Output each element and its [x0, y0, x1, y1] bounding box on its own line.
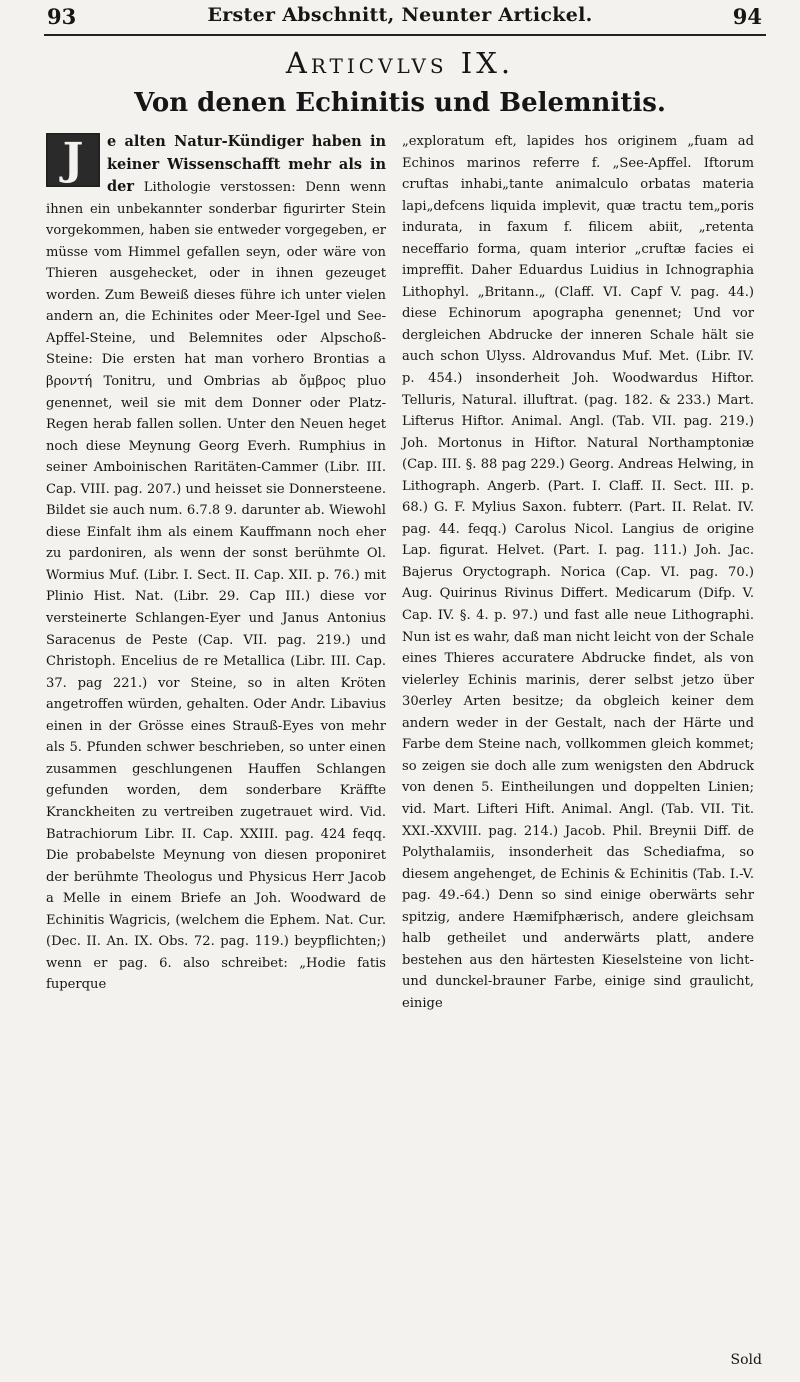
catchword: Sold: [730, 1352, 762, 1368]
article-heading: Articvlvs IX.: [285, 46, 515, 80]
drop-cap: J: [46, 133, 100, 187]
lead-text: e alten Natur-Kündiger haben in keiner Wissenschafft mehr als in der: [107, 133, 386, 196]
page-number-right: 94: [732, 4, 762, 29]
section-title: Von denen Echinitis und Belemnitis.: [134, 88, 666, 118]
right-column-text: „exploratum eft, lapides hos originem „fuam ad Echinos marinos referre f. „See-Apffel. Iftorum cruftas inhabi„tante animalculo orbatas materia lapi„defcens liquida implevit, quæ tractu tem„poris indurata, in faxum f. filicem abiit, „retenta neceffario forma, quam interior „cruftæ facies ei impreffit. Daher Eduardus Luidius in Ichnographia Lithophyl. „Britann.„ (Claff. VI. Capf V. pag. 44.) diese Echinorum apographa genennet; Und vor dergleichen Abdrucke der inneren Schale hält sie auch schon Ulyss. Aldrovandus Muf. Met. (Libr. IV. p. 454.) insonderheit Joh. Woodwardus Hiftor. Telluris, Natural. illuftrat. (pag. 182. & 233.) Mart. Lifterus Hiftor. Animal. Angl. (Tab. VII. pag. 219.) Joh. Mortonus in Hiftor. Natural Northamptoniæ (Cap. III. §. 88 pag 229.) Georg. Andreas Helwing, in Lithograph. Angerb. (Part. I. Claff. II. Sect. III. p. 68.) G. F. Mylius Saxon. fubterr. (Part. II. Relat. IV. pag. 44. feqq.) Carolus Nicol. Langius de origine Lap. figurat. Helvet. (Part. I. pag. 111.) Joh. Jac. Bajerus Oryctograph. Norica (Cap. VI. pag. 70.) Aug. Quirinus Rivinus Differt. Medicarum (Difp. V. Cap. IV. §. 4. p. 97.) und fast alle neue Lithographi. Nun ist es wahr, daß man nicht leicht von der Schale eines Thieres accuratere Abdrucke findet, als von vielerley Echinis marinis, derer selbst jetzo über 30erley Arten besitze; da obgleich keiner dem andern weder in der Gestalt, nach der Härte und Farbe dem Steine nach, vollkommen gleich kommet; so zeigen sie doch alle zum wenigsten den Abdruck von denen 5. Eintheilungen und doppelten Linien; vid. Mart. Lifteri Hift. Animal. Angl. (Tab. VII. Tit. XXI.-XXVIII. pag. 214.) Jacob. Phil. Breynii Diff. de Polythalamiis, insonderheit das Schediafma, so diesem angehenget, de Echinis & Echinitis (Tab. I.-V. pag. 49.-64.) Denn so sind einige oberwärts sehr spitzig, andere Hæmifphærisch, andere gleichsam halb getheilet und anderwärts platt, andere bestehen aus den härtesten Kieselsteine von licht- und dunckel-brauner Farbe, einige sind graulicht, einige: [402, 134, 754, 1011]
running-title: Erster Abschnitt, Neunter Artickel.: [207, 4, 593, 26]
left-column-text: Lithologie verstossen: Denn wenn ihnen ein unbekannter sonderbar figurirter Stein vorgekommen, haben sie entweder vorgegeben, er müsse vom Himmel gefallen seyn, oder wäre von Thieren ausgehecket, oder in ihnen gezeuget worden. Zum Beweiß dieses führe ich unter vielen andern an, die Echinites oder Meer-Igel und See-Apffel-Steine, und Belemnites oder Alpschoß-Steine: Die ersten hat man vorhero Brontias a βροντή Tonitru, und Ombrias ab ὄμβρος pluo genennet, weil sie mit dem Donner oder Platz-Regen herab fallen sollen. Unter den Neuen heget noch diese Meynung Georg Everh. Rumphius in seiner Amboinischen Raritäten-Cammer (Libr. III. Cap. VIII. pag. 207.) und heisset sie Donnersteene. Bildet sie auch num. 6.7.8 9. darunter ab. Wiewohl diese Einfalt ihm als einem Kauffmann noch eher zu pardoniren, als wenn der sonst berühmte Ol. Wormius Muf. (Libr. I. Sect. II. Cap. XII. p. 76.) mit Plinio Hist. Nat. (Libr. 29. Cap III.) diese vor versteinerte Schlangen-Eyer und Janus Antonius Saracenus de Peste (Cap. VII. pag. 219.) und Christoph. Encelius de re Metallica (Libr. III. Cap. 37. pag 221.) vor Steine, so in alten Kröten angetroffen würden, gehalten. Oder Andr. Libavius einen in der Grösse eines Strauß-Eyes von mehr als 5. Pfunden schwer beschrieben, so unter einen zusammen geschlungenen Hauffen Schlangen gefunden worden, dem sonderbare Kräffte Kranckheiten zu vertreiben zugetrauet wird. Vid. Batrachiorum Libr. II. Cap. XXIII. pag. 424 feqq. Die probabelste Meynung von diesen proponiret der berühmte Theologus und Physicus Herr Jacob a Melle in einem Briefe an Joh. Woodward de Echinitis Wagricis, (welchem die Ephem. Nat. Cur. (Dec. II. An. IX. Obs. 72. pag. 119.) beypflichten;) wenn er pag. 6. also schreibet: „Hodie fatis fuperque: [46, 180, 386, 993]
page-number-left: 93: [47, 4, 77, 29]
left-column: [46, 131, 386, 996]
running-header: [0, 0, 800, 40]
header-rule: [44, 34, 766, 36]
right-column: [402, 131, 754, 1014]
